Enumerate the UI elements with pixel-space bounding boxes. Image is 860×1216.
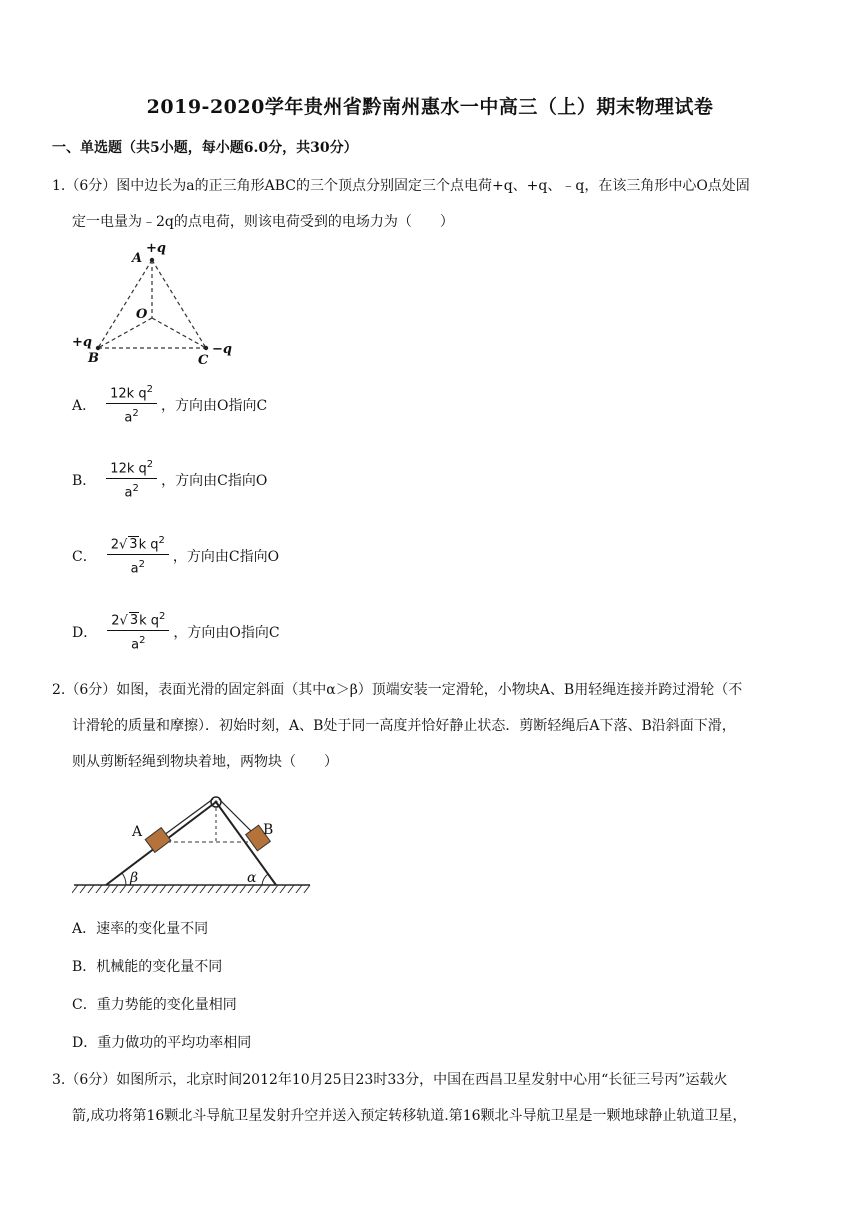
q3-stem-line2: 箭,成功将第16颗北斗导航卫星发射升空并送入预定转移轨道.第16颗北斗导航卫星是一颗地球静止轨道卫星， xyxy=(72,1108,747,1124)
option-text: ，方向由C指向O xyxy=(172,548,280,565)
q1-option-c[interactable] xyxy=(72,535,279,577)
label-alpha: α xyxy=(247,870,257,886)
option-text: 重力做功的平均功率相同 xyxy=(97,1035,252,1051)
q1-stem-line1: 1.（6分）图中边长为a的正三角形ABC的三个顶点分别固定三个点电荷+q、+q、﹣q，在该三角形中心O点处固 xyxy=(52,178,750,194)
charge-b: +q xyxy=(72,335,92,350)
q1-option-d[interactable] xyxy=(72,611,280,653)
option-text: 重力势能的变化量相同 xyxy=(96,997,237,1013)
label-block-a: A xyxy=(132,824,143,840)
fraction: $\frac{12k q^2}{a^2}$ xyxy=(106,459,157,501)
line-bo xyxy=(98,318,152,348)
fraction: $\frac{2√ 3k q^2}{a^2}$ xyxy=(107,535,169,577)
q2-stem-line3: 则从剪断轻绳到物块着地，两物块（ ） xyxy=(72,754,338,770)
line-co xyxy=(152,318,206,348)
option-label: C． xyxy=(72,997,97,1013)
block-a xyxy=(145,828,171,853)
label-c: C xyxy=(198,353,209,368)
q3-stem-line1: 3.（6分）如图所示，北京时间2012年10月25日23时33分，中国在西昌卫星发射中心用“长征三号丙”运载火 xyxy=(52,1072,728,1088)
edge-ac xyxy=(152,260,206,348)
page-title: 2019-2020学年贵州省黔南州惠水一中高三（上）期末物理试卷 xyxy=(146,96,714,118)
option-label: A． xyxy=(72,921,97,937)
edge-ab xyxy=(98,260,152,348)
q2-incline-figure xyxy=(72,790,317,902)
q1-stem-line2: 定一电量为﹣2q的点电荷，则该电荷受到的电场力为（ ） xyxy=(72,214,454,230)
section-heading: 一、单选题（共5小题，每小题6.0分，共30分） xyxy=(52,140,358,156)
option-text: 机械能的变化量不同 xyxy=(96,959,223,975)
q1-triangle-figure xyxy=(70,240,240,370)
option-label: B． xyxy=(72,472,97,489)
label-a: A xyxy=(132,251,143,266)
label-b: B xyxy=(88,351,99,366)
option-text: ，方向由C指向O xyxy=(161,472,268,489)
q1-option-a[interactable] xyxy=(72,384,267,426)
option-label: A． xyxy=(72,397,97,414)
option-text: ，方向由O指向C xyxy=(160,397,268,414)
q2-stem-line2: 计滑轮的质量和摩擦）．初始时刻，A、B处于同一高度并恰好静止状态．剪断轻绳后A下落、B沿斜面下滑， xyxy=(72,718,736,734)
q2-option-a[interactable] xyxy=(72,918,208,938)
q2-stem-line1: 2.（6分）如图，表面光滑的固定斜面（其中α＞β）顶端安装一定滑轮，小物块A、B用轻绳连接并跨过滑轮（不 xyxy=(52,682,743,698)
charge-a: +q xyxy=(146,241,166,256)
option-text: 速率的变化量不同 xyxy=(96,921,209,937)
label-block-b: B xyxy=(263,822,274,838)
q1-option-b[interactable] xyxy=(72,459,267,501)
label-beta: β xyxy=(130,870,139,886)
option-label: D． xyxy=(72,624,98,641)
option-text: ，方向由O指向C xyxy=(173,624,280,641)
option-label: D． xyxy=(72,1035,98,1051)
q2-option-c[interactable] xyxy=(72,994,237,1014)
option-label: B． xyxy=(72,959,97,975)
label-o: O xyxy=(136,307,148,322)
charge-c: −q xyxy=(212,342,232,357)
fraction: $\frac{2√ 3k q^2}{a^2}$ xyxy=(107,611,169,653)
option-label: C． xyxy=(72,548,97,565)
q2-option-b[interactable] xyxy=(72,956,222,976)
q2-option-d[interactable] xyxy=(72,1032,251,1052)
fraction: $\frac{12k q^2}{a^2}$ xyxy=(106,384,157,426)
